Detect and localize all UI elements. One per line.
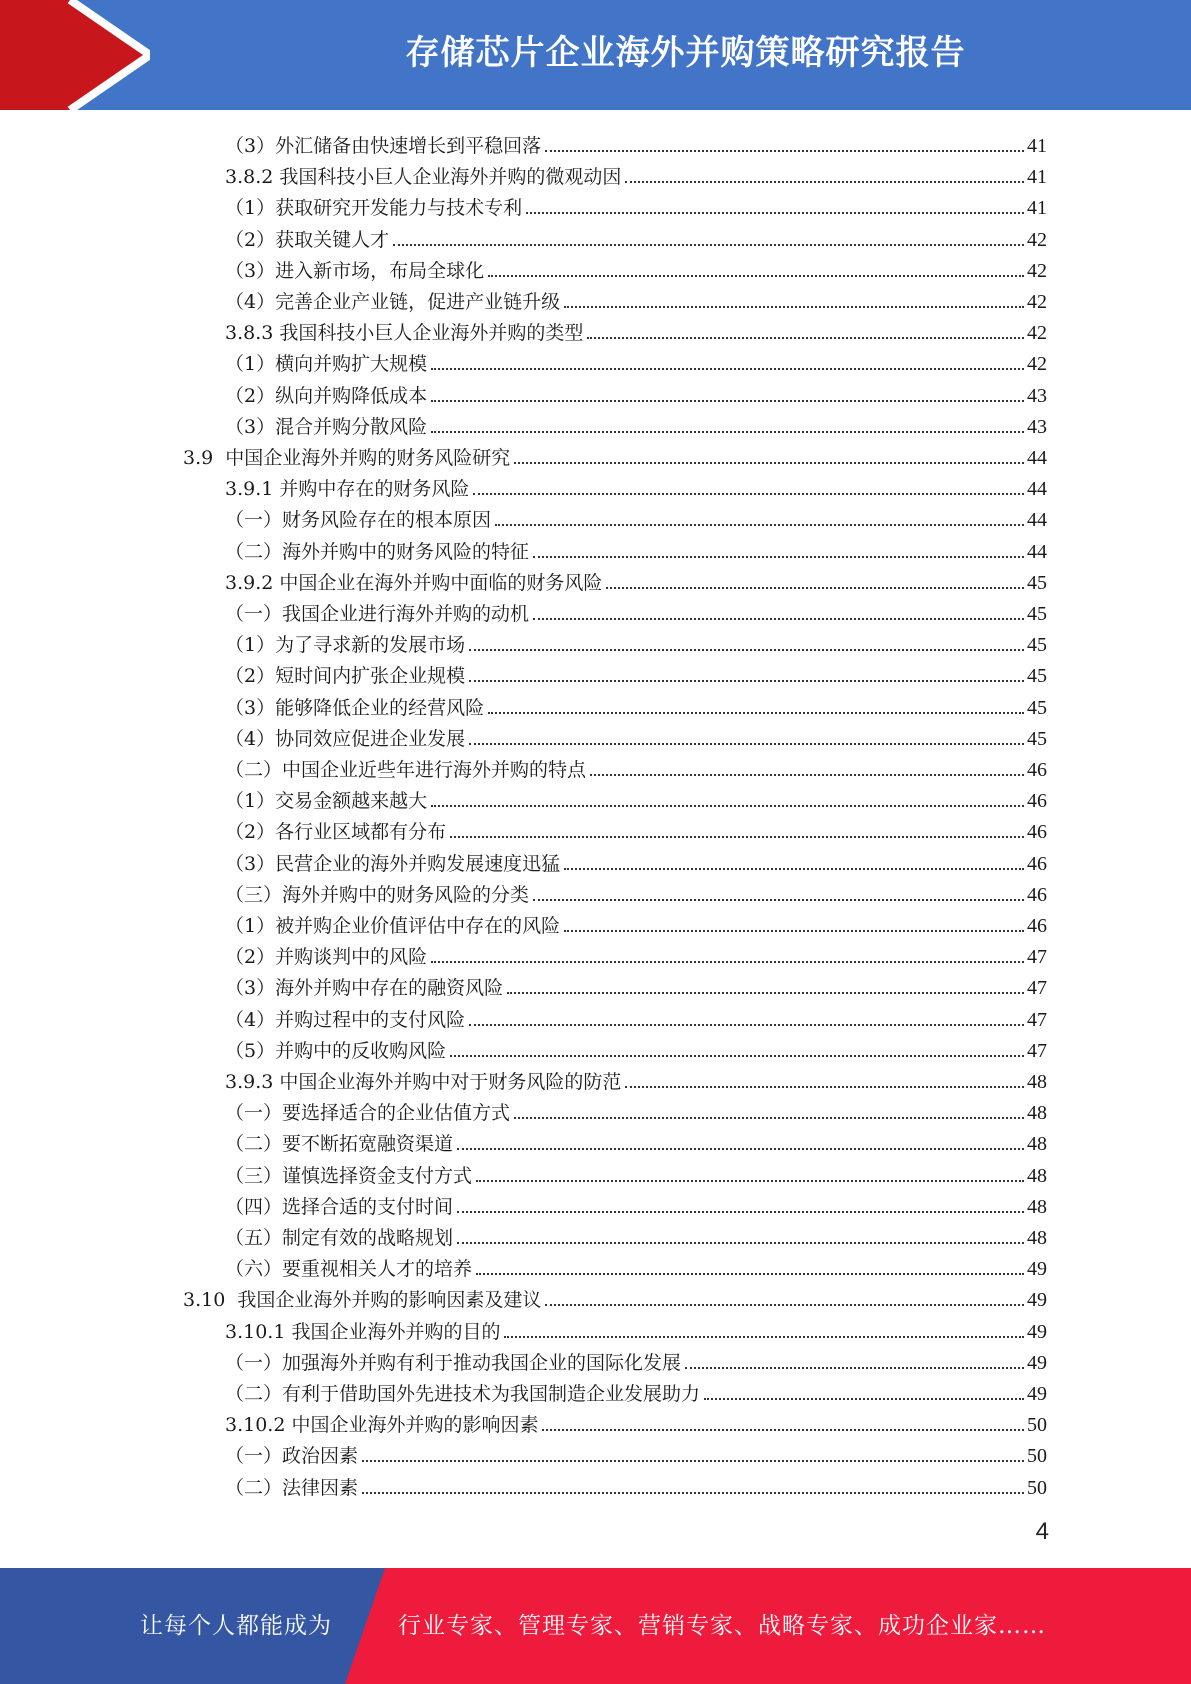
toc-dot-leader (507, 992, 1024, 994)
toc-entry-page: 44 (1027, 447, 1047, 469)
toc-entry (225, 533, 1047, 564)
toc-entry-page: 48 (1027, 1164, 1047, 1187)
toc-entry (225, 1375, 1047, 1406)
toc-entry (225, 564, 1047, 595)
toc-entry-page: 42 (1027, 259, 1047, 282)
toc-dot-leader (457, 1242, 1024, 1244)
toc-dot-leader (587, 337, 1024, 339)
toc-entry-title: （1）获取研究开发能力与技术专利 (225, 197, 523, 220)
toc-dot-leader (469, 1024, 1024, 1026)
toc-dot-leader (457, 1148, 1024, 1150)
toc-entry (225, 595, 1047, 626)
toc-entry (225, 501, 1047, 532)
toc-dot-leader (545, 150, 1024, 152)
toc-dot-leader (393, 244, 1024, 246)
toc-entry-title: （4）协同效应促进企业发展 (225, 727, 466, 750)
toc-entry (225, 1125, 1047, 1156)
toc-dot-leader (514, 462, 1024, 464)
toc-entry-page: 48 (1027, 1227, 1047, 1249)
toc-dot-leader (473, 493, 1024, 495)
toc-entry (225, 782, 1047, 813)
toc-entry-page: 44 (1027, 478, 1047, 501)
toc-entry-title: 3.8.3 我国科技小巨人企业海外并购的类型 (225, 322, 584, 345)
toc-entry-page: 43 (1027, 384, 1047, 407)
toc-entry (225, 314, 1047, 345)
toc-dot-leader (450, 1055, 1024, 1057)
toc-entry (225, 1437, 1047, 1468)
toc-entry-title: （1）横向并购扩大规模 (225, 353, 428, 376)
toc-entry-page: 48 (1027, 1133, 1047, 1156)
toc-entry-page: 46 (1027, 915, 1047, 937)
toc-entry-page: 46 (1027, 790, 1047, 813)
toc-entry-title: （2）纵向并购降低成本 (225, 384, 428, 407)
toc-entry-page: 45 (1027, 603, 1047, 625)
toc-entry-title: （二）要不断拓宽融资渠道 (225, 1133, 454, 1156)
page-header (0, 0, 1191, 110)
toc-entry-page: 44 (1027, 540, 1047, 563)
toc-entry-title: （3）海外并购中存在的融资风险 (225, 977, 504, 1000)
toc-entry (225, 876, 1047, 907)
toc-entry-title: 3.9.2 中国企业在海外并购中面临的财务风险 (225, 571, 603, 594)
toc-entry (225, 345, 1047, 376)
toc-entry-page: 50 (1027, 1445, 1047, 1468)
toc-entry (225, 689, 1047, 720)
toc-entry (225, 751, 1047, 782)
toc-entry-page: 42 (1027, 228, 1047, 251)
toc-entry-title: （五）制定有效的战略规划 (225, 1227, 454, 1249)
toc-entry (225, 938, 1047, 969)
toc-entry (225, 158, 1047, 189)
toc-dot-leader (450, 836, 1024, 838)
toc-entry (225, 907, 1047, 938)
toc-entry-page: 50 (1027, 1476, 1047, 1499)
toc-dot-leader (476, 1180, 1024, 1182)
toc-dot-leader (533, 556, 1024, 558)
toc-entry-title: （2）各行业区域都有分布 (225, 821, 447, 844)
toc-entry-title: （3）进入新市场，布局全球化 (225, 259, 485, 282)
toc-entry (225, 377, 1047, 408)
toc-dot-leader (495, 524, 1024, 526)
toc-dot-leader (564, 306, 1024, 308)
toc-entry (225, 1344, 1047, 1375)
toc-dot-leader (590, 774, 1024, 776)
toc-entry-title: 3.9.3 中国企业海外并购中对于财务风险的防范 (225, 1071, 622, 1093)
toc-entry-page: 42 (1027, 322, 1047, 345)
toc-entry (225, 1313, 1047, 1344)
toc-entry-title: （2）短时间内扩张企业规模 (225, 665, 466, 688)
toc-entry-title: 3.10.1 我国企业海外并购的目的 (225, 1320, 501, 1343)
toc-entry-title: （一）我国企业进行海外并购的动机 (225, 603, 530, 625)
toc-entry-title: （4）完善企业产业链，促进产业链升级 (225, 291, 561, 313)
toc-entry (225, 1094, 1047, 1125)
page-footer (0, 1568, 1191, 1684)
toc-dot-leader (431, 400, 1024, 402)
toc-entry (225, 1188, 1047, 1219)
toc-entry (225, 189, 1047, 220)
toc-dot-leader (533, 899, 1024, 901)
toc-entry-title: （2）并购谈判中的风险 (225, 946, 428, 969)
toc-entry-title: （1）被并购企业价值评估中存在的风险 (225, 915, 561, 937)
toc-entry (225, 626, 1047, 657)
toc-dot-leader (362, 1460, 1024, 1462)
toc-entry-page: 49 (1027, 1258, 1047, 1281)
toc-entry-title: （3）混合并购分散风险 (225, 415, 428, 438)
toc-dot-leader (704, 1398, 1024, 1400)
footer-slogan-left: 让每个人都能成为 (140, 1613, 332, 1639)
toc-dot-leader (362, 1492, 1024, 1494)
toc-dot-leader (431, 368, 1024, 370)
toc-entry (225, 252, 1047, 283)
toc-entry-page: 41 (1027, 135, 1047, 157)
toc-entry-page: 47 (1027, 977, 1047, 1000)
toc-entry (225, 470, 1047, 501)
toc-entry-page: 49 (1027, 1351, 1047, 1374)
toc-dot-leader (469, 680, 1024, 682)
footer-slogan-right: 行业专家、管理专家、营销专家、战略专家、成功企业家…… (398, 1613, 1046, 1639)
toc-dot-leader (457, 1211, 1024, 1213)
toc-dot-leader (488, 275, 1024, 277)
toc-entry-title: （5）并购中的反收购风险 (225, 1039, 447, 1062)
toc-entry-page: 45 (1027, 634, 1047, 657)
toc-dot-leader (431, 805, 1024, 807)
toc-entry-page: 45 (1027, 571, 1047, 594)
toc-entry-title: （二）法律因素 (225, 1476, 359, 1499)
toc-dot-leader (542, 1429, 1024, 1431)
toc-entry-title: （1）交易金额越来越大 (225, 790, 428, 813)
report-title: 存储芯片企业海外并购策略研究报告 (405, 33, 966, 73)
toc-entry-title: （一）要选择适合的企业估值方式 (225, 1102, 511, 1125)
toc-entry-page: 46 (1027, 821, 1047, 844)
toc-entry-page: 49 (1027, 1320, 1047, 1343)
toc-dot-leader (564, 868, 1024, 870)
toc-entry-title: 3.9 中国企业海外并购的财务风险研究 (183, 447, 511, 469)
toc-entry-title: （3）外汇储备由快速增长到平稳回落 (225, 135, 542, 157)
toc-entry (225, 1406, 1047, 1437)
toc-entry-page: 48 (1027, 1195, 1047, 1218)
toc-entry-page: 44 (1027, 509, 1047, 532)
toc-entry-page: 43 (1027, 415, 1047, 438)
toc-entry-page: 49 (1027, 1289, 1047, 1312)
toc-entry (225, 720, 1047, 751)
toc-dot-leader (545, 1304, 1024, 1306)
toc-entry-title: （三）谨慎选择资金支付方式 (225, 1164, 473, 1187)
toc-dot-leader (685, 1367, 1024, 1369)
toc-dot-leader (469, 649, 1024, 651)
toc-entry-title: （一）财务风险存在的根本原因 (225, 509, 492, 532)
toc-dot-leader (526, 212, 1024, 214)
toc-entry (225, 127, 1047, 158)
toc-entry-page: 46 (1027, 852, 1047, 875)
toc-entry-title: （二）中国企业近些年进行海外并购的特点 (225, 759, 587, 781)
toc-dot-leader (533, 618, 1024, 620)
toc-entry-title: （四）选择合适的支付时间 (225, 1195, 454, 1218)
toc-entry-page: 47 (1027, 946, 1047, 969)
toc-entry-title: 3.10 我国企业海外并购的影响因素及建议 (183, 1289, 542, 1312)
toc-entry (225, 1032, 1047, 1063)
toc-entry-page: 41 (1027, 166, 1047, 189)
toc-dot-leader (564, 930, 1024, 932)
toc-entry-page: 42 (1027, 353, 1047, 376)
toc-entry-page: 41 (1027, 197, 1047, 220)
toc-entry (225, 657, 1047, 688)
toc-entry-page: 42 (1027, 291, 1047, 313)
toc-dot-leader (488, 712, 1024, 714)
toc-entry-title: （二）海外并购中的财务风险的特征 (225, 540, 530, 563)
toc-entry-page: 47 (1027, 1008, 1047, 1031)
toc-entry-title: 3.10.2 中国企业海外并购的影响因素 (225, 1414, 539, 1437)
toc-dot-leader (431, 961, 1024, 963)
toc-entry-title: 3.9.1 并购中存在的财务风险 (225, 478, 470, 501)
toc-entry (225, 408, 1047, 439)
toc-entry-title: （3）民营企业的海外并购发展速度迅猛 (225, 852, 561, 875)
toc-entry-page: 47 (1027, 1039, 1047, 1062)
toc-entry (225, 1250, 1047, 1281)
toc-entry-title: （3）能够降低企业的经营风险 (225, 696, 485, 719)
toc-entry-title: （六）要重视相关人才的培养 (225, 1258, 473, 1281)
toc-entry-page: 45 (1027, 727, 1047, 750)
toc-entry-page: 50 (1027, 1414, 1047, 1437)
toc-entry-page: 45 (1027, 696, 1047, 719)
toc-entry (225, 813, 1047, 844)
toc-dot-leader (625, 181, 1024, 183)
toc-entry (225, 1063, 1047, 1094)
toc-dot-leader (504, 1336, 1024, 1338)
toc-entry (183, 439, 1047, 470)
toc-dot-leader (476, 1273, 1024, 1275)
toc-entry (225, 969, 1047, 1000)
toc-entry (225, 845, 1047, 876)
toc-dot-leader (431, 431, 1024, 433)
toc-entry-page: 45 (1027, 665, 1047, 688)
toc-entry (225, 1157, 1047, 1188)
toc-entry-title: （1）为了寻求新的发展市场 (225, 634, 466, 657)
toc-dot-leader (469, 743, 1024, 745)
toc-entry-page: 48 (1027, 1102, 1047, 1125)
toc-dot-leader (625, 1086, 1024, 1088)
toc-entry-title: （2）获取关键人才 (225, 228, 390, 251)
toc-entry-title: 3.8.2 我国科技小巨人企业海外并购的微观动因 (225, 166, 622, 189)
toc-entry (225, 1219, 1047, 1250)
toc-entry-title: （4）并购过程中的支付风险 (225, 1008, 466, 1031)
toc-entry-page: 49 (1027, 1383, 1047, 1405)
toc-entry (225, 283, 1047, 314)
toc-dot-leader (514, 1117, 1024, 1119)
toc-entry (225, 221, 1047, 252)
toc-entry-title: （三）海外并购中的财务风险的分类 (225, 883, 530, 906)
toc-entry-page: 48 (1027, 1071, 1047, 1093)
toc-entry-title: （二）有利于借助国外先进技术为我国制造企业发展助力 (225, 1383, 701, 1405)
toc-entry-title: （一）加强海外并购有利于推动我国企业的国际化发展 (225, 1351, 682, 1374)
toc-entry-page: 46 (1027, 883, 1047, 906)
header-arrow-graphic (0, 0, 150, 110)
toc-entry-page: 46 (1027, 759, 1047, 781)
toc-entry (225, 1469, 1047, 1500)
toc-entry-title: （一）政治因素 (225, 1445, 359, 1468)
toc-entry (183, 1281, 1047, 1312)
toc-entry (225, 1001, 1047, 1032)
toc-dot-leader (606, 587, 1024, 589)
page-number: 4 (1035, 1518, 1049, 1545)
